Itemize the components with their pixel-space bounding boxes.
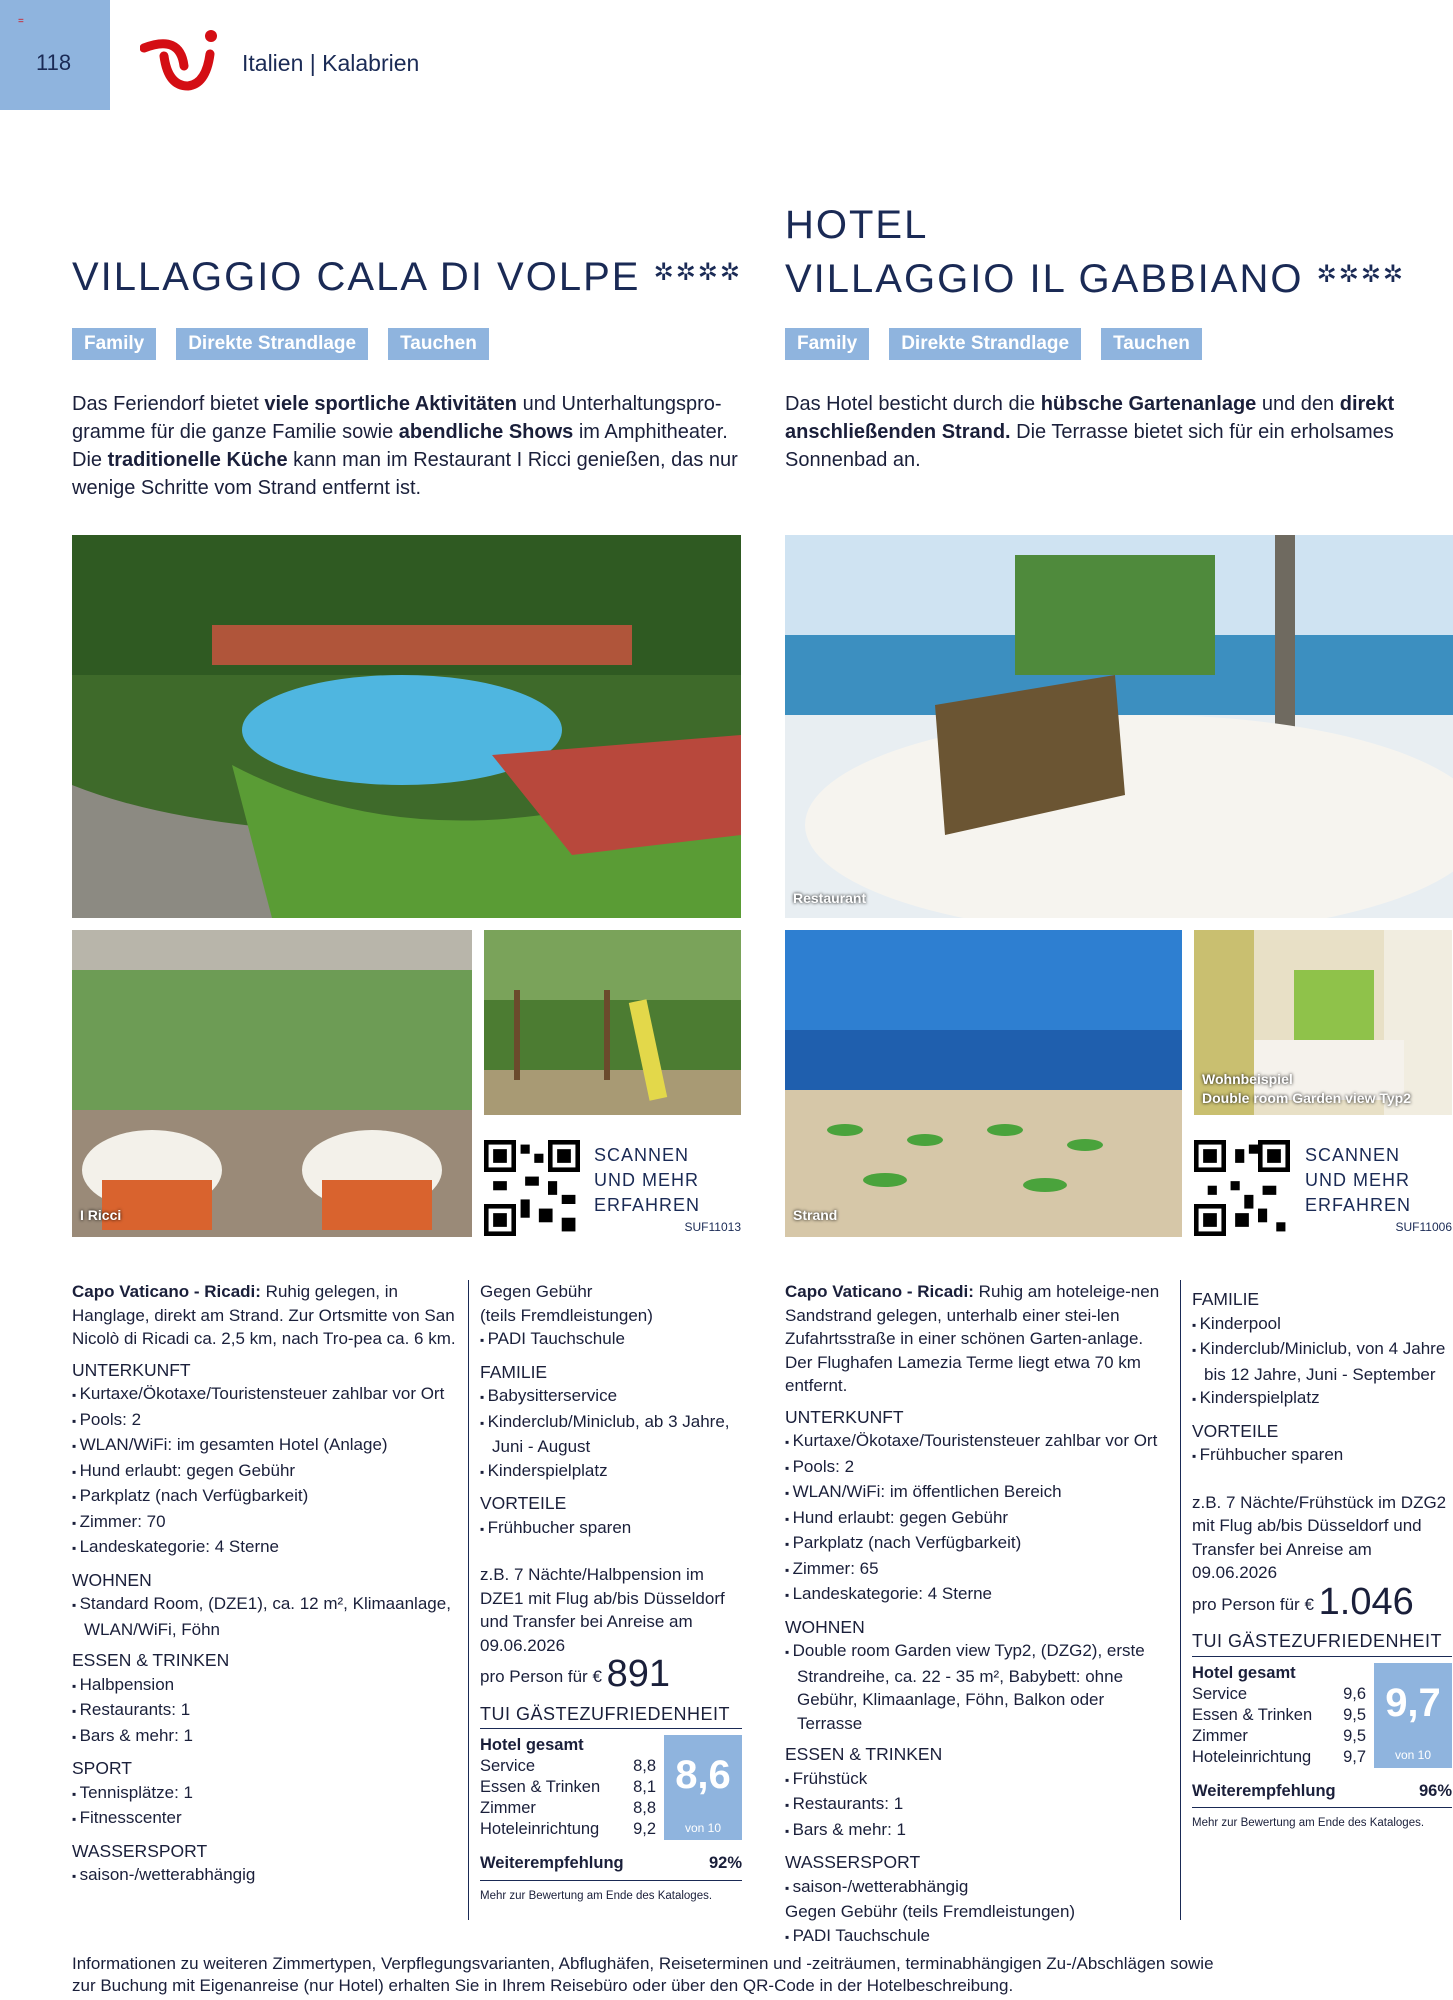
fee-note: Gegen Gebühr (teils Fremdleistungen) [785,1902,1076,1921]
rating-note: Mehr zur Bewertung am Ende des Kataloges. [1192,1817,1425,1829]
photo-i-ricci [72,930,472,1237]
caption-room-a: Wohnbeispiel [1202,1071,1293,1087]
details-right-col2 [1192,1280,1452,1836]
rating-row: Hoteleinrichtung 9,7 [1192,1747,1366,1766]
list-item: ▪ Standard Room, (DZE1), ca. 12 m², Klimaanlage, WLAN/WiFi, Föhn [72,1592,462,1641]
rating-row: Essen & Trinken 9,5 [1192,1705,1366,1724]
rating-title: TUI GÄSTEZUFRIEDENHEIT [480,1703,742,1730]
tag-beach: Direkte Strandlage [176,328,368,360]
details-left-col2 [480,1280,742,1908]
section-heading: SPORT [72,1758,132,1778]
rating-row: Service 9,6 [1192,1684,1366,1703]
section-heading: VORTEILE [1192,1420,1279,1441]
page-number: 118 [36,50,72,75]
code-left: SUF11013 [684,1220,741,1234]
list-item: ▪ WLAN/WiFi: im öffentlichen Bereich [785,1480,1170,1506]
list-item: ▪ Kinderclub/Miniclub, von 4 Jahre bis 12 Jahre, Juni - September [1192,1337,1452,1386]
location-text: Capo Vaticano - Ricadi: Ruhig am hoteleige-nen Sandstrand gelegen, unterhalb einer stei-len Zufahrtsstraße in einer schönen Garten-anlage. Der Flughafen Lamezia Terme liegt etwa 70 km entfernt. [785,1282,1160,1395]
rating-note: Mehr zur Bewertung am Ende des Kataloges. [480,1889,713,1902]
list-item: ▪ Frühbucher sparen [1192,1443,1452,1469]
list-item: ▪ Landeskategorie: 4 Sterne [785,1582,1170,1608]
star-rating-left: ✲✲✲✲ [653,259,743,286]
list-item: ▪ Zimmer: 65 [785,1557,1170,1583]
menu-icon[interactable]: = [18,16,24,27]
intro-highlight: viele sportliche Aktivitäten [264,393,518,415]
section-heading: WASSERSPORT [785,1852,921,1872]
list-item: ▪ Double room Garden view Typ2, (DZG2), erste Strandreihe, ca. 22 - 35 m², Babybett: ohne Gebühr, Klimaanlage, Föhn, Balkon oder Terrasse [785,1639,1170,1735]
section-heading: WOHNEN [785,1616,865,1637]
list-item: ▪ Tennisplätze: 1 [72,1781,462,1807]
tag-diving: Tauchen [1101,328,1202,360]
list-item: ▪ Hund erlaubt: gegen Gebühr [785,1506,1170,1532]
list-item: ▪ Fitnesscenter [72,1806,462,1832]
footer-note: Informationen zu weiteren Zimmertypen, Verpflegungsvarianten, Abflughäfen, Reiseterminen und -zeiträumen, terminabhängigen Zu-/Abschlägen sowie zur Buchung mit Eigenanreise (nur Hotel) erhalten Sie in Ihrem Reisebüro oder über den QR-Code in der Hotelbeschreibung. [72,1954,1214,1995]
photo-beach [785,930,1182,1237]
list-item: ▪ Restaurants: 1 [785,1792,1170,1818]
rating-row: Zimmer 9,5 [1192,1726,1366,1745]
list-item: ▪ Kinderspielplatz [480,1459,742,1485]
photo-playground [484,930,741,1115]
tags-right [785,328,1222,360]
caption-i-ricci: I Ricci [80,1207,122,1223]
caption-room-b: Double room Garden view Typ2 [1202,1090,1412,1106]
price: pro Person für € 891 [480,1653,671,1695]
rating-scale: von 10 [1374,1744,1452,1768]
intro-highlight: traditionelle Küche [107,449,288,471]
list-item: ▪ PADI Tauchschule [785,1924,1170,1950]
intro-highlight: direkt anschließenden Strand. [785,393,1395,443]
tags-left [72,328,509,360]
tag-beach: Direkte Strandlage [889,328,1081,360]
list-item: ▪ Bars & mehr: 1 [72,1724,462,1750]
caption-restaurant: Restaurant [793,890,867,906]
section-heading: ESSEN & TRINKEN [785,1744,943,1764]
rating-overall-label: Hotel gesamt [1192,1663,1296,1682]
section-heading: ESSEN & TRINKEN [72,1650,230,1670]
section-heading: FAMILIE [1192,1289,1260,1309]
intro-text: und den [1256,393,1340,415]
list-item: ▪ Frühbucher sparen [480,1516,742,1542]
breadcrumb: Italien | Kalabrien [242,50,420,76]
rating-row: Zimmer 8,8 [480,1799,656,1817]
list-item: ▪ Frühstück [785,1767,1170,1793]
hotel-title-left: VILLAGGIO CALA DI VOLPE ✲✲✲✲ [72,255,743,299]
star-rating-right: ✲✲✲✲ [1316,261,1406,288]
offer-text: z.B. 7 Nächte/Frühstück im DZG2 mit Flug ab/bis Düsseldorf und Transfer bei Anreise am 09.06.2026 [1192,1492,1447,1582]
photo-restaurant [785,535,1453,918]
price: pro Person für € 1.046 [1192,1580,1414,1623]
rating-box [480,1735,742,1840]
rating-title: TUI GÄSTEZUFRIEDENHEIT [1192,1630,1452,1657]
intro-highlight: hübsche Gartenanlage [1040,393,1257,415]
caption-beach: Strand [793,1207,838,1223]
section-heading: UNTERKUNFT [72,1359,191,1380]
divider [468,1280,469,1920]
section-heading: FAMILIE [480,1361,548,1382]
tag-diving: Tauchen [388,328,489,360]
recommendation: Weiterempfehlung 96% [1192,1780,1452,1809]
intro-left [72,390,742,502]
rating-score: 8,6 [664,1735,742,1817]
tui-logo [140,26,220,92]
tag-family: Family [785,328,869,360]
rating-row: Service 8,8 [480,1757,656,1775]
details-left-col1 [72,1280,462,1889]
list-item: ▪ Zimmer: 70 [72,1510,462,1536]
list-item: ▪ WLAN/WiFi: im gesamten Hotel (Anlage) [72,1433,462,1459]
intro-text: im Amphitheater. Die [72,421,728,471]
rating-box [1192,1663,1452,1768]
hotel-title-right: HOTEL VILLAGGIO IL GABBIANO ✲✲✲✲ [785,203,1406,301]
list-item: ▪ Pools: 2 [785,1455,1170,1481]
list-item: ▪ Hund erlaubt: gegen Gebühr [72,1459,462,1485]
price-value: 891 [606,1653,671,1695]
rating-row: Hoteleinrichtung 9,2 [480,1820,656,1838]
list-item: ▪ Kinderspielplatz [1192,1386,1452,1412]
list-item: ▪ Parkplatz (nach Verfügbarkeit) [785,1531,1170,1557]
list-item: ▪ Kinderclub/Miniclub, ab 3 Jahre, Juni - August [480,1410,742,1459]
section-heading: WASSERSPORT [72,1840,208,1861]
list-item: ▪ Restaurants: 1 [72,1698,462,1724]
photo-resort-pool [72,535,741,918]
divider [1180,1280,1181,1920]
list-item: ▪ Pools: 2 [72,1408,462,1434]
list-item: ▪ Babysitterservice [480,1384,742,1410]
rating-scale: von 10 [664,1817,742,1841]
tag-family: Family [72,328,156,360]
code-right: SUF11006 [1395,1220,1452,1234]
list-item: ▪ Halbpension [72,1673,462,1699]
photo-room [1194,930,1452,1115]
intro-highlight: abendliche Shows [398,421,574,443]
intro-text: kann man im Restaurant I Ricci genießen, das nur wenige Schritte vom Strand entfernt ist. [72,449,738,499]
intro-text: Das Hotel besticht durch die [785,393,1041,415]
scan-label-left: SCANNEN UND MEHR ERFAHREN [594,1145,701,1215]
list-item: ▪ saison-/wetterabhängig [72,1863,462,1889]
scan-label-right: SCANNEN UND MEHR ERFAHREN [1305,1145,1412,1215]
offer-text: z.B. 7 Nächte/Halbpension im DZE1 mit Flug ab/bis Düsseldorf und Transfer bei Anreise am 09.06.2026 [480,1565,725,1655]
section-heading: VORTEILE [480,1493,567,1513]
fee-note: (teils Fremdleistungen) [480,1305,653,1325]
list-item: ▪ PADI Tauchschule [480,1327,742,1353]
location-text: Capo Vaticano - Ricadi: Ruhig gelegen, in Hanglage, direkt am Strand. Zur Ortsmitte von San Nicolò di Ricadi ca. 2,5 km, nach Tro-pea ca. 6 km. [72,1282,456,1348]
recommendation: Weiterempfehlung 92% [480,1852,742,1881]
price-value: 1.046 [1318,1580,1414,1623]
list-item: ▪ Bars & mehr: 1 [785,1818,1170,1844]
list-item: ▪ saison-/wetterabhängig [785,1875,1170,1901]
rating-overall-label: Hotel gesamt [480,1736,584,1754]
list-item: ▪ Parkplatz (nach Verfügbarkeit) [72,1484,462,1510]
rating-row: Essen & Trinken 8,1 [480,1778,656,1796]
list-item: ▪ Kurtaxe/Ökotaxe/Touristensteuer zahlbar vor Ort [785,1429,1170,1455]
details-right-col1 [785,1280,1170,1949]
intro-text: Die Terrasse bietet sich für ein erholsames Sonnenbad an. [785,421,1394,471]
list-item: ▪ Kurtaxe/Ökotaxe/Touristensteuer zahlbar vor Ort [72,1382,462,1408]
list-item: ▪ Landeskategorie: 4 Sterne [72,1535,462,1561]
section-heading: WOHNEN [72,1569,152,1590]
section-heading: UNTERKUNFT [785,1406,904,1427]
intro-text: und Unterhaltungspro-gramme für die ganze Familie sowie [72,393,722,443]
list-item: ▪ Kinderpool [1192,1312,1452,1338]
fee-note: Gegen Gebühr [480,1282,593,1301]
rating-score: 9,7 [1374,1663,1452,1745]
intro-right [785,390,1425,474]
intro-text: Das Feriendorf bietet [72,393,265,415]
